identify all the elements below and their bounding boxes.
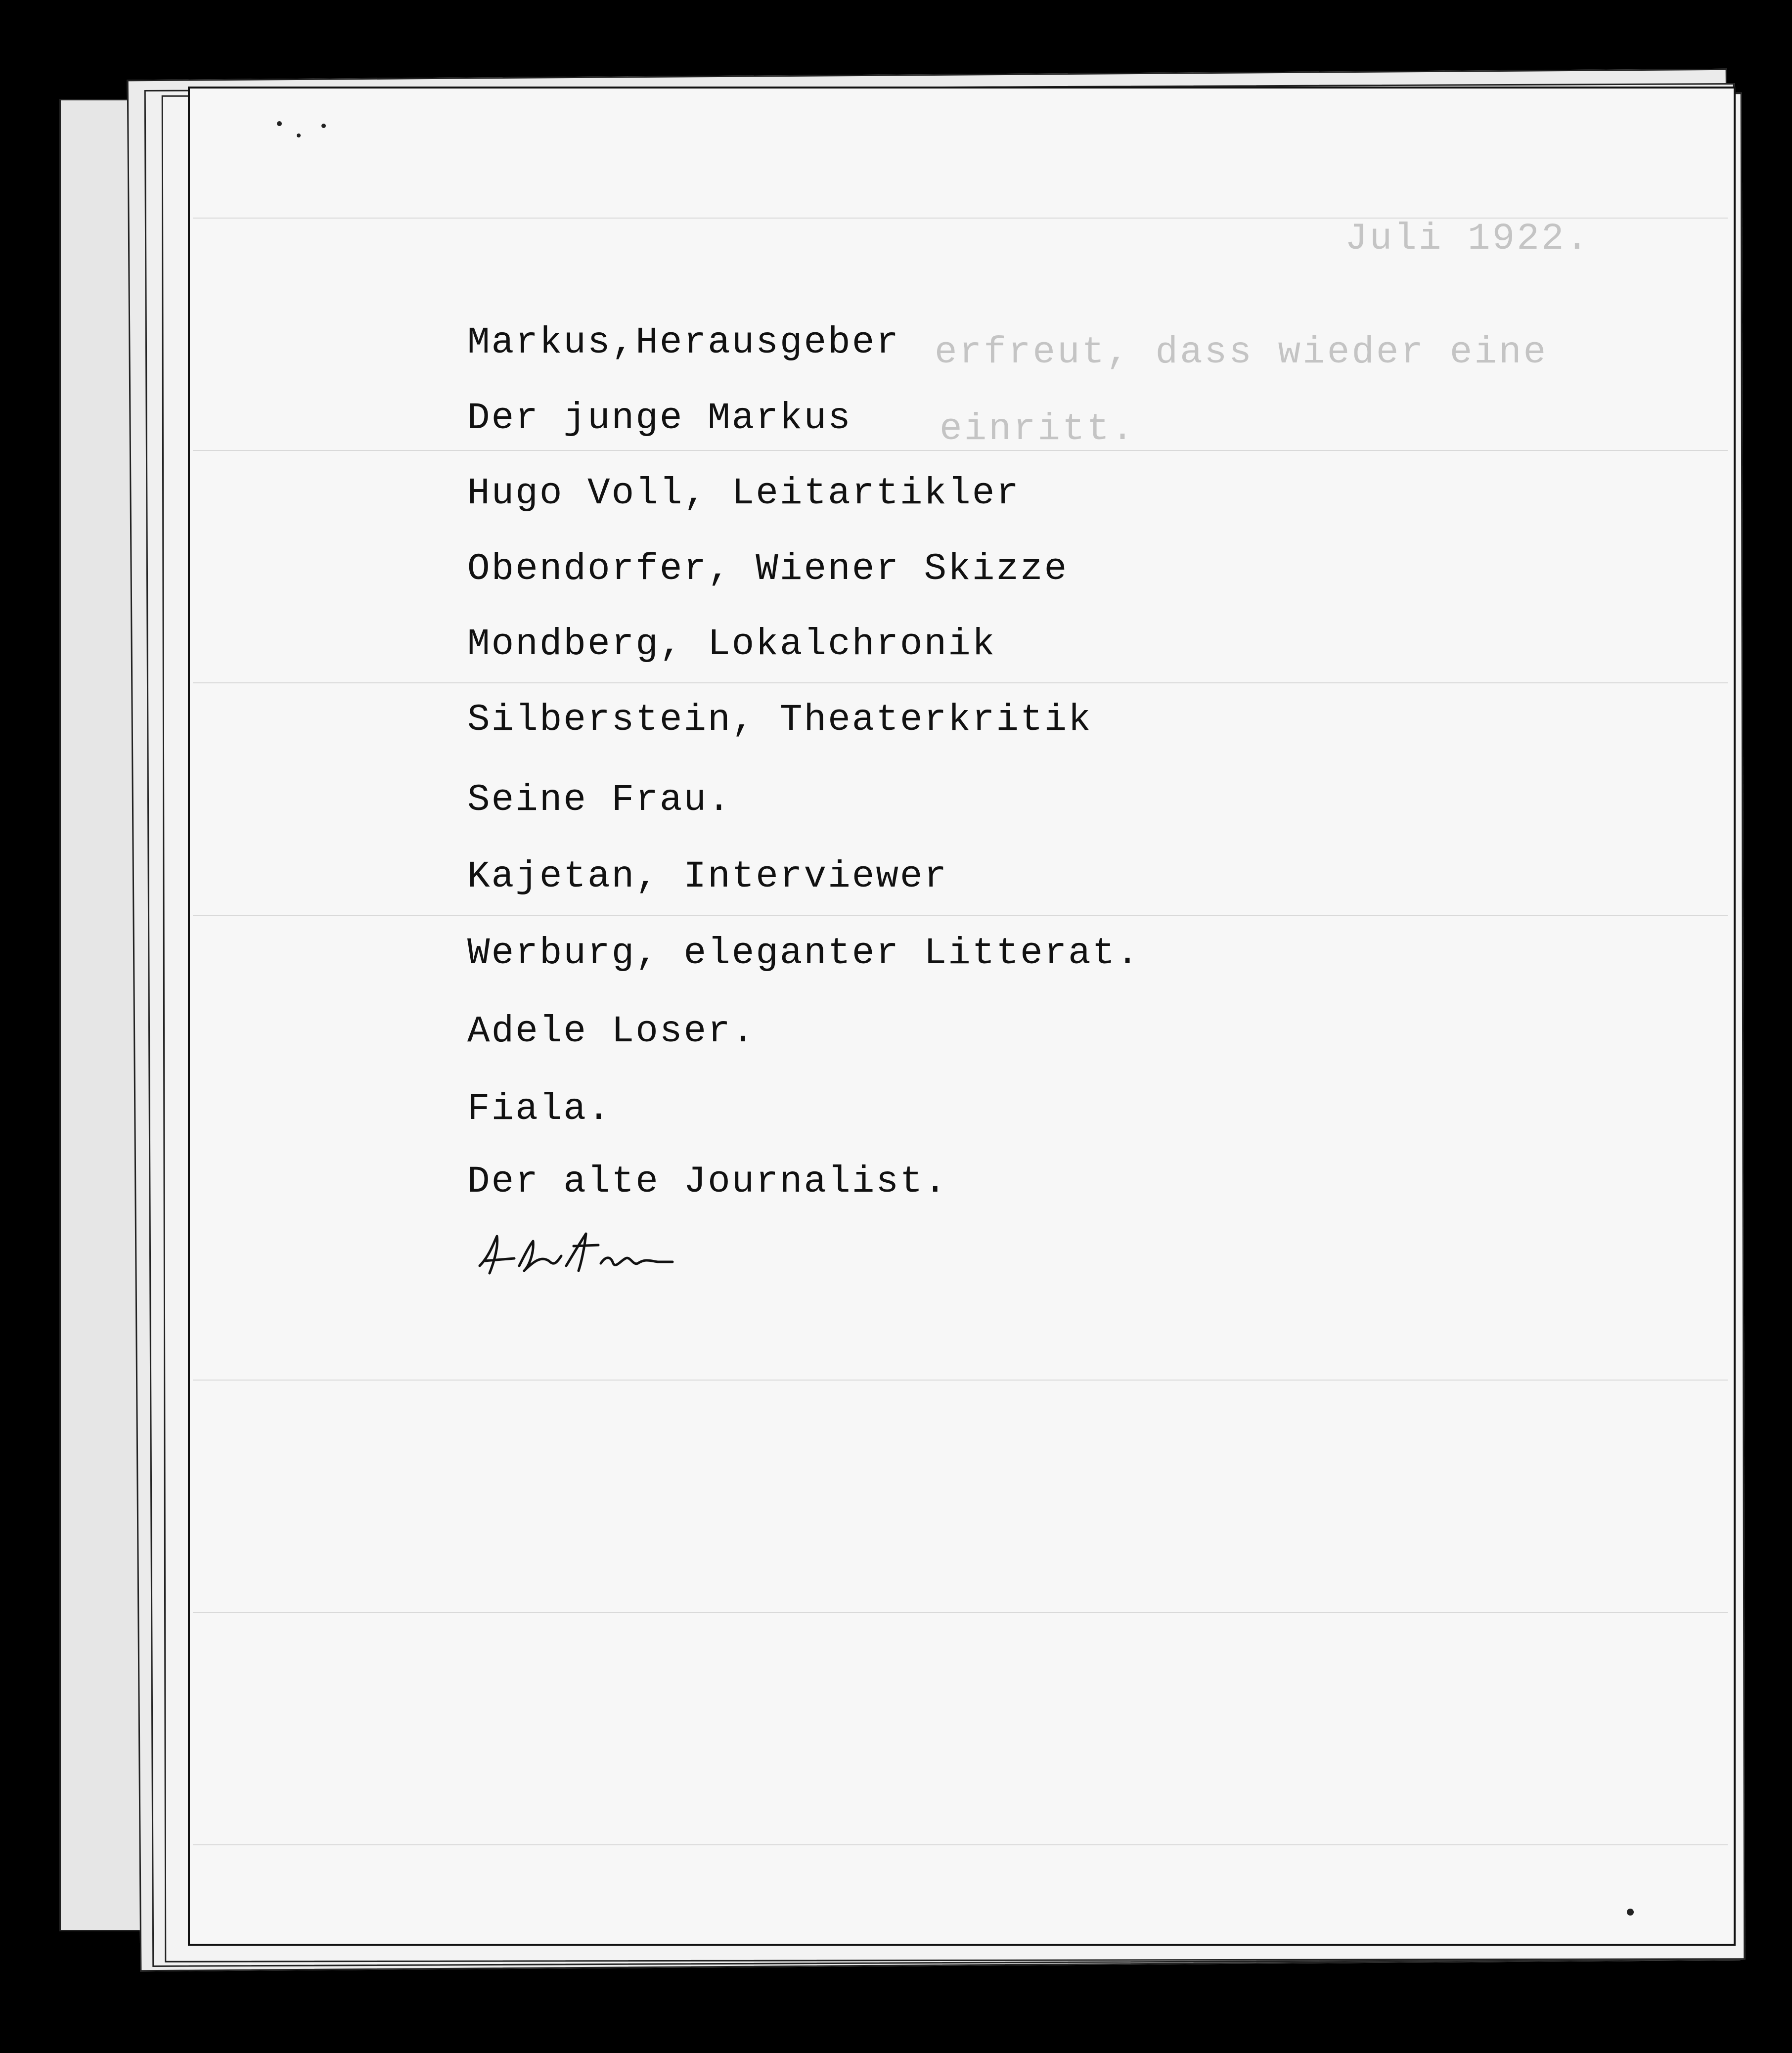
cast-item: Markus,Herausgeber xyxy=(467,321,900,364)
paper-rule xyxy=(193,1844,1728,1845)
ghost-date: Juli 1922. xyxy=(1345,218,1591,260)
cast-item: Der junge Markus xyxy=(467,397,852,440)
cast-item: Seine Frau. xyxy=(467,779,732,821)
paper-speck xyxy=(1627,1909,1634,1916)
cast-item: Obendorfer, Wiener Skizze xyxy=(467,548,1069,590)
ghost-line: erfreut, dass wieder eine xyxy=(935,331,1548,374)
paper-rule xyxy=(193,682,1728,683)
cast-item: Der alte Journalist. xyxy=(467,1160,948,1203)
paper-speck xyxy=(321,124,326,128)
paper-speck xyxy=(277,121,282,126)
paper-rule xyxy=(193,1612,1728,1613)
paper-rule xyxy=(193,915,1728,916)
ghost-line: einritt. xyxy=(940,408,1136,450)
cast-item: Mondberg, Lokalchronik xyxy=(467,623,996,666)
paper-speck xyxy=(297,134,301,137)
cast-item: Adele Loser. xyxy=(467,1010,756,1053)
cast-item: Fiala. xyxy=(467,1088,612,1130)
paper-rule xyxy=(193,1380,1728,1381)
cast-item: Kajetan, Interviewer xyxy=(467,855,948,898)
cast-item: Werburg, eleganter Litterat. xyxy=(467,932,1141,975)
cast-item: Hugo Voll, Leitartikler xyxy=(467,472,1020,515)
cast-item: Silberstein, Theaterkritik xyxy=(467,699,1092,741)
handwritten-signature xyxy=(475,1226,682,1286)
